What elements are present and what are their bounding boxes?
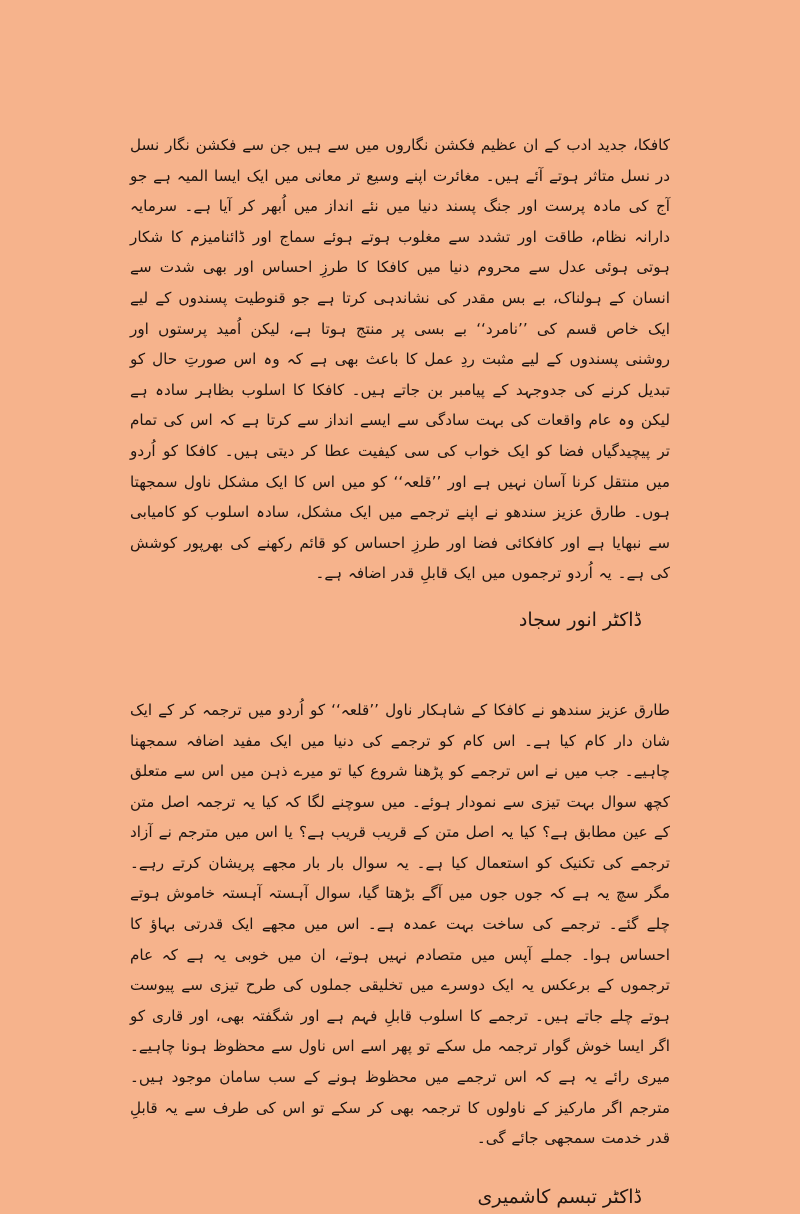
signature-row: [130, 603, 670, 637]
author-signature: ڈاکٹر تبسم کاشمیری: [477, 1185, 642, 1208]
text-column: [130, 130, 670, 1214]
signature-row: [130, 1180, 670, 1214]
review-body-text: طارق عزیز سندھو نے کافکا کے شاہکار ناول ’’قلعہ‘‘ کو اُردو میں ترجمہ کر کے ایک شان دار کام کیا ہے۔ اس کام کو ترجمے کی دنیا میں ایک مفید اضافہ سمجھنا چاہیے۔ جب میں نے اس ترجمے کو پڑھنا شروع کیا تو میرے ذہن میں اس سے متعلق کچھ سوال بہت تیزی سے نمودار ہوئے۔ میں سوچنے لگا کہ کیا یہ ترجمہ اصل متن کے عین مطابق ہے؟ کیا یہ اصل متن کے قریب قریب ہے؟ یا اس میں مترجم نے آزاد ترجمے کی تکنیک کو استعمال کیا ہے۔ یہ سوال بار بار مجھے پریشان کرتے رہے۔ مگر سچ یہ ہے کہ جوں جوں میں آگے بڑھتا گیا، سوال آہستہ آہستہ خاموش ہوتے چلے گئے۔ ترجمے کی ساخت بہت عمدہ ہے۔ اس میں مجھے ایک قدرتی بہاؤ کا احساس ہوا۔ جملے آپس میں متصادم نہیں ہوتے، ان میں خوبی یہ ہے کہ عام ترجموں کے برعکس یہ ایک دوسرے میں تخلیقی جملوں کی طرح تیزی سے پیوست ہوتے چلے جاتے ہیں۔ ترجمے کا اسلوب قابلِ فہم ہے اور شگفتہ بھی، اور قاری کو اگر ایسا خوش گوار ترجمہ مل سکے تو پھر اسے اس ناول سے محظوظ ہونا چاہیے۔ میری رائے یہ ہے کہ اس ترجمے میں محظوظ ہونے کے سب سامان موجود ہیں۔ مترجم اگر مارکیز کے ناولوں کا ترجمہ بھی کر سکے تو اس کی طرف سے یہ قابلِ قدر خدمت سمجھی جائے گی۔: [130, 700, 670, 1148]
review-section-tabassum-kashmiri: [130, 695, 670, 1214]
author-signature: ڈاکٹر انور سجاد: [518, 608, 642, 631]
review-body-text: کافکا، جدید ادب کے ان عظیم فکشن نگاروں میں سے ہیں جن سے فکشن نگار نسل در نسل متاثر ہوتے آئے ہیں۔ مغائرت اپنے وسیع تر معانی میں ایک ایسا المیہ ہے جو آج کی مادہ پرست اور جنگ پسند دنیا میں نئے انداز میں اُبھر کر آیا ہے۔ سرمایہ دارانہ نظام، طاقت اور تشدد سے مغلوب ہوتے ہوئے سماج اور ڈائنامیزم کا شکار ہوتی ہوئی عدل سے محروم دنیا میں کافکا کا طرزِ احساس اور بھی شدت سے انسان کے ہولناک، بے بس مقدر کی نشاندہی کرتا ہے جو قنوطیت پسندوں کے لیے ایک خاص قسم کی ’’نامرد‘‘ بے بسی پر منتج ہوتا ہے، لیکن اُمید پرستوں اور روشنی پسندوں کے لیے مثبت ردِ عمل کا باعث بھی ہے کہ وہ اس صورتِ حال کو تبدیل کرنے کی جدوجہد کے پیامبر بن جاتے ہیں۔ کافکا کا اسلوب بظاہر سادہ ہے لیکن وہ عام واقعات کی بہت سادگی سے ایسے انداز سے کرتا ہے کہ اس کی تمام تر پیچیدگیاں فضا کو ایک خواب کی سی کیفیت عطا کر دیتی ہیں۔ کافکا کو اُردو میں منتقل کرنا آسان نہیں ہے اور ’’قلعہ‘‘ کو میں اس کا ایک مشکل ناول سمجھتا ہوں۔ طارق عزیز سندھو نے اپنے ترجمے میں ایک مشکل، سادہ اسلوب کو کامیابی سے نبھایا ہے اور کافکائی فضا اور طرزِ احساس کو قائم رکھنے کی بھرپور کوشش کی ہے۔ یہ اُردو ترجموں میں ایک قابلِ قدر اضافہ ہے۔: [130, 136, 670, 583]
review-section-anwar-sajjad: [130, 130, 670, 637]
